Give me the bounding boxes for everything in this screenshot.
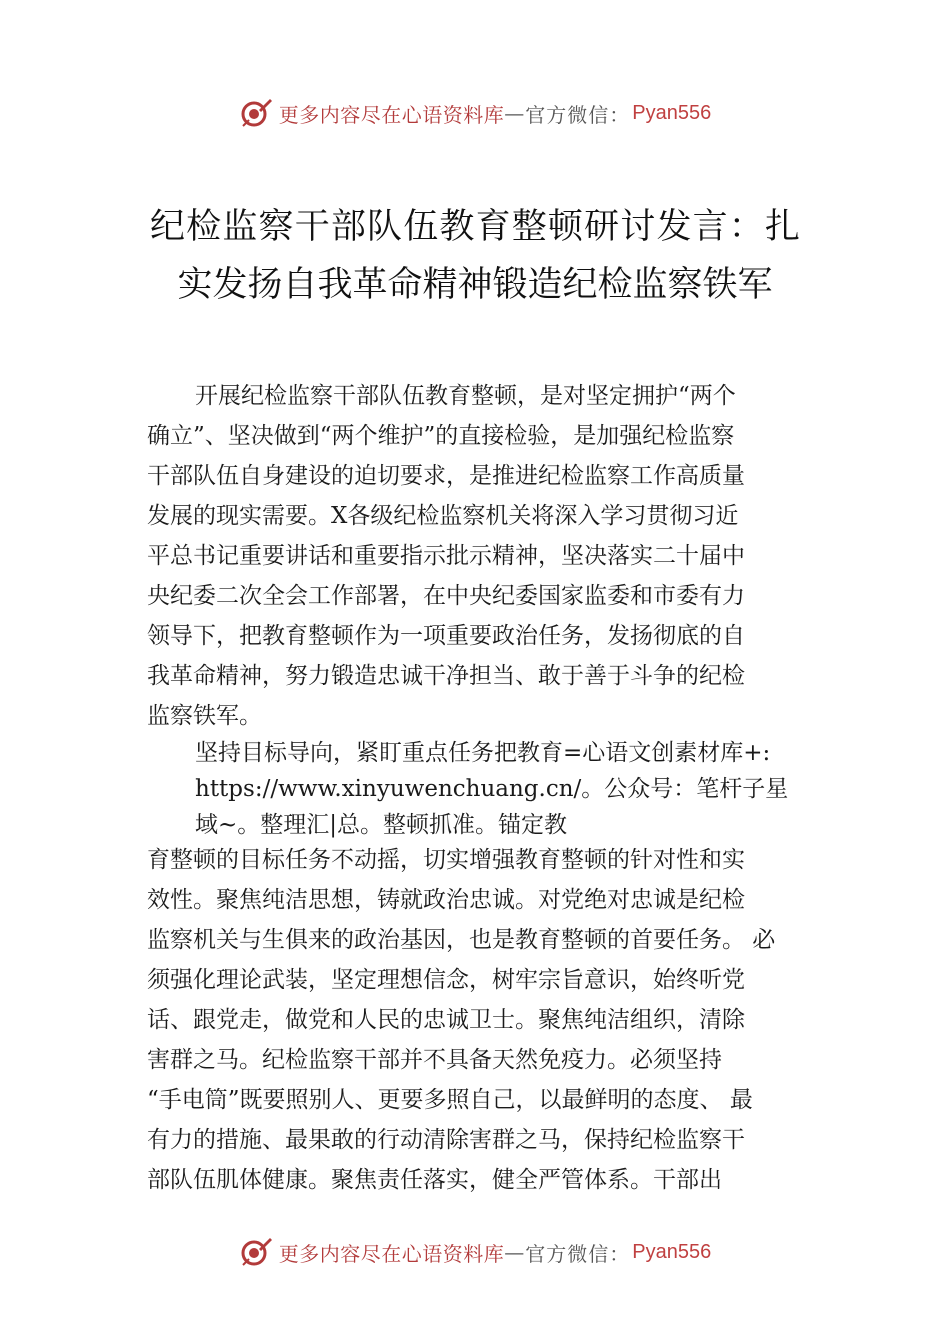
title-line-2: 实发扬自我革命精神锻造纪检监察铁军: [177, 265, 773, 305]
header-banner: [0, 93, 950, 133]
text-line: 平总书记重要讲话和重要指示批示精神，坚决落实二十届中: [147, 543, 745, 569]
text-line: 害群之马。纪检监察干部并不具备天然免疫力。必须坚持: [147, 1047, 722, 1073]
document-title: [150, 198, 800, 314]
title-line-1: 纪检监察干部队伍教育整顿研讨发言：扎: [150, 207, 800, 247]
text-line: 发展的现实需要。X各级纪检监察机关将深入学习贯彻习近: [147, 503, 739, 529]
text-line: 坚持目标导向，紧盯重点任务把教育=心语文创素材库+:: [195, 740, 771, 766]
banner-wechat-id: Pyan556: [632, 1240, 712, 1263]
pen-logo-icon: [239, 1235, 273, 1269]
text-line: 监察机关与生俱来的政治基因，也是教育整顿的首要任务。 必: [147, 927, 776, 953]
banner-wechat-label: 官方微信：: [525, 102, 631, 127]
text-line: 域~。整理汇|总。整顿抓准。锚定教: [195, 812, 568, 838]
text-line: “手电筒”既要照别人、更要多照自己，以最鲜明的态度、 最: [147, 1087, 753, 1113]
text-line: 育整顿的目标任务不动摇，切实增强教育整顿的针对性和实: [147, 847, 745, 873]
text-line: 确立”、坚决做到“两个维护”的直接检验，是加强纪检监察: [147, 423, 735, 449]
banner-dash: —: [504, 1240, 526, 1264]
text-line: 央纪委二次全会工作部署，在中央纪委国家监委和市委有力: [147, 583, 745, 609]
text-line: 干部队伍自身建设的迫切要求，是推进纪检监察工作高质量: [147, 463, 745, 489]
text-line: 领导下，把教育整顿作为一项重要政治任务，发扬彻底的自: [147, 623, 745, 649]
text-line: 效性。聚焦纯洁思想，铸就政治忠诚。对党绝对忠诚是纪检: [147, 887, 745, 913]
text-line: 监察铁军。: [147, 703, 262, 729]
banner-brand-text: 更多内容尽在心语资料库: [278, 1241, 505, 1266]
text-line: 我革命精神，努力锻造忠诚干净担当、敢于善于斗争的纪检: [147, 663, 745, 689]
paragraph-continuation: [147, 840, 809, 1200]
footer-banner: [0, 1232, 950, 1272]
banner-brand-text: 更多内容尽在心语资料库: [278, 102, 505, 127]
banner-dash: —: [504, 101, 526, 125]
text-line: https://www.xinyuwenchuang.cn/。公众号：笔杆子星: [195, 776, 789, 802]
text-line: 话、跟党走，做党和人民的忠诚卫士。聚焦纯洁组织，清除: [147, 1007, 745, 1033]
text-line: 部队伍肌体健康。聚焦责任落实，健全严管体系。干部出: [147, 1167, 722, 1193]
text-line: 有力的措施、最果敢的行动清除害群之马，保持纪检监察干: [147, 1127, 745, 1153]
pen-logo-icon: [239, 96, 273, 130]
banner-wechat-id: Pyan556: [632, 101, 712, 124]
text-line: 开展纪检监察干部队伍教育整顿，是对坚定拥护“两个: [195, 383, 736, 409]
paragraph-intro: [147, 376, 809, 736]
paragraph-goal: [195, 735, 815, 843]
text-line: 须强化理论武装，坚定理想信念，树牢宗旨意识，始终听党: [147, 967, 745, 993]
banner-wechat-label: 官方微信：: [525, 1241, 631, 1266]
